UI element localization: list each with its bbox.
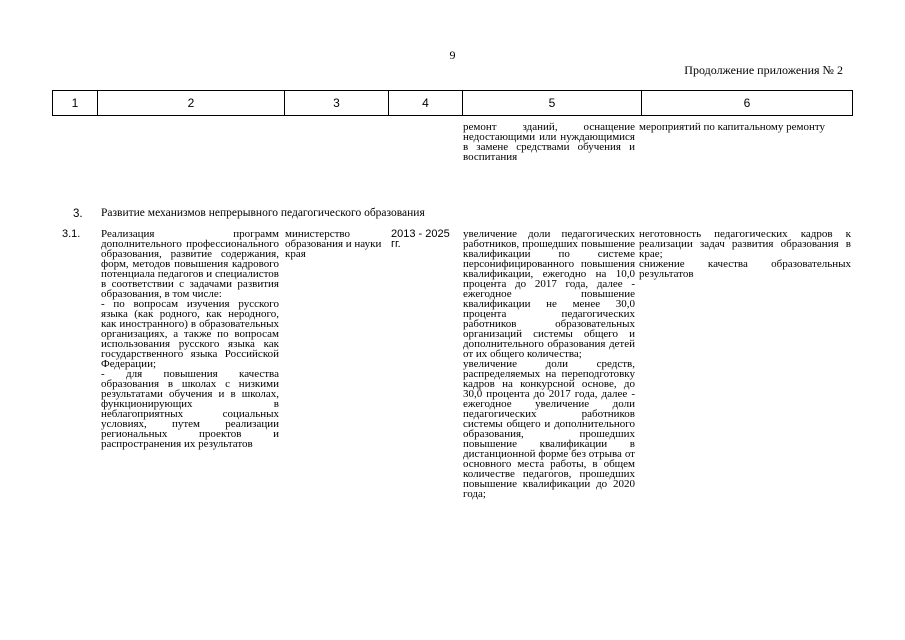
row-risk-text: неготовность педагогических кадров к реализации задач развития образования в крае; снижение качества образовательных результатов (639, 228, 851, 280)
top-col5-text: ремонт зданий, оснащение недостающими или нуждающимися в замене средствами обучения и воспитания (463, 121, 635, 163)
col-header-4: 4 (389, 91, 463, 116)
section-title: Развитие механизмов непрерывного педагогического образования (101, 207, 425, 219)
row-number: 3.1. (62, 228, 81, 240)
column-header-table (52, 90, 853, 116)
row-measure-text: Реализация программ дополнительного профессионального образования, развитие содержания, форм, методов повышения кадрового потенциала педагогов и специалистов в соответствии с задачами развития образования, в том числе: - по вопросам изучения русского языка (как родного, как неродного, как иностранного) в образовательных организациях, а также по вопросам использования русского языка как государственного языка Российской Федерации; - для повышения качества образования в школах с низкими результатами обучения и в школах, функционирующих в неблагоприятных социальных условиях, путем реализации региональных проектов и распространения их результатов (101, 228, 279, 450)
row-responsible: министерство образования и науки края (285, 228, 382, 260)
col-header-2: 2 (98, 91, 285, 116)
col-header-5: 5 (463, 91, 642, 116)
section-number: 3. (73, 208, 83, 220)
top-col6-text: мероприятий по капитальному ремонту (639, 121, 826, 133)
continuation-note: Продолжение приложения № 2 (684, 63, 843, 77)
col-header-3: 3 (285, 91, 389, 116)
row-result-text: увеличение доли педагогических работников, прошедших повышение квалификации по системе персонифицированного повышения квалификации, ежегодно на 10,0 процента до 2017 года, далее - ежегодное повышение квалификации не менее 30,0 процента педагогических работников образовательных организаций системы общего и дополнительного образования детей от их общего количества; увеличение доли средств, распределяемых на переподготовку кадров на конкурсной основе, до 30,0 процента до 2017 года, далее - ежегодное увеличение доли педагогических работников системы общего и дополнительного образования, прошедших повышение квалификации в дистанционной форме без отрыва от основного места работы, в общем количестве педагогов, прошедших повышение квалификации до 2020 года; (463, 228, 635, 500)
col-header-1: 1 (53, 91, 98, 116)
row-term: 2013 - 2025 гг. (391, 228, 450, 250)
col-header-6: 6 (642, 91, 853, 116)
page-number: 9 (449, 48, 456, 62)
